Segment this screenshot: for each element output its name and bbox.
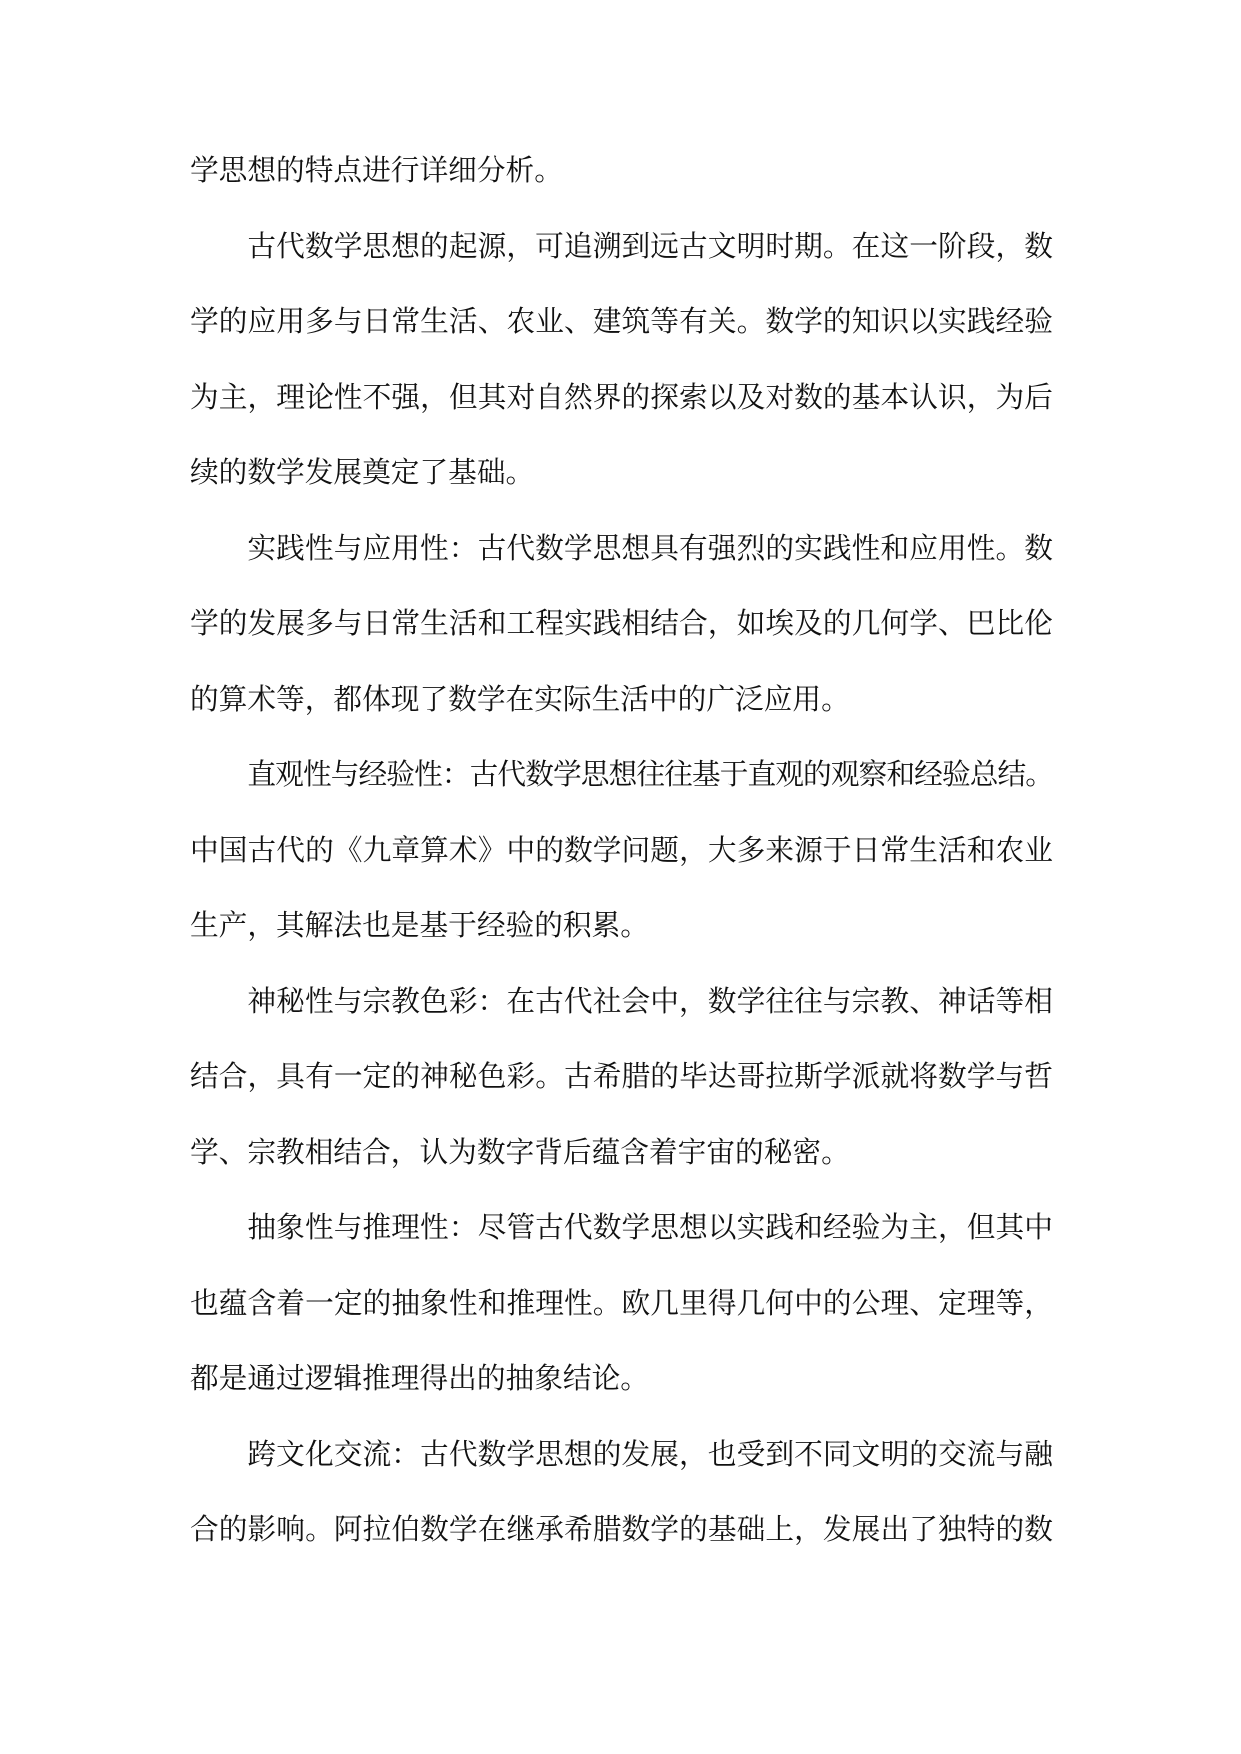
text-line: 学的应用多与日常生活、农业、建筑等有关。数学的知识以实践经验 bbox=[190, 304, 1053, 338]
text-line: 都是通过逻辑推理得出的抽象结论。 bbox=[190, 1361, 649, 1395]
paragraph-origin bbox=[190, 209, 1053, 511]
text-line: 学思想的特点进行详细分析。 bbox=[190, 153, 563, 187]
paragraph-practicality bbox=[190, 511, 1053, 738]
text-line: 为主，理论性不强，但其对自然界的探索以及对数的基本认识，为后 bbox=[190, 379, 1053, 414]
text-line: 生产，其解法也是基于经验的积累。 bbox=[190, 908, 649, 942]
body-text bbox=[190, 133, 1053, 1568]
paragraph-intuition bbox=[190, 737, 1053, 964]
paragraph-abstraction bbox=[190, 1190, 1053, 1417]
text-line: 合的影响。阿拉伯数学在继承希腊数学的基础上，发展出了独特的数 bbox=[190, 1512, 1053, 1546]
text-line: 续的数学发展奠定了基础。 bbox=[190, 455, 535, 489]
paragraph-mysticism bbox=[190, 964, 1053, 1191]
text-line: 学、宗教相结合，认为数字背后蕴含着宇宙的秘密。 bbox=[190, 1134, 850, 1169]
text-line: 学的发展多与日常生活和工程实践相结合，如埃及的几何学、巴比伦 bbox=[190, 606, 1053, 640]
text-line: 直观性与经验性：古代数学思想往往基于直观的观察和经验总结。 bbox=[247, 757, 1053, 791]
text-line: 结合，具有一定的神秘色彩。古希腊的毕达哥拉斯学派就将数学与哲 bbox=[190, 1059, 1053, 1093]
text-line: 古代数学思想的起源，可追溯到远古文明时期。在这一阶段，数 bbox=[247, 228, 1053, 263]
text-line: 抽象性与推理性：尽管古代数学思想以实践和经验为主，但其中 bbox=[247, 1210, 1053, 1244]
text-line: 中国古代的《九章算术》中的数学问题，大多来源于日常生活和农业 bbox=[190, 832, 1053, 867]
text-line: 的算术等，都体现了数学在实际生活中的广泛应用。 bbox=[190, 681, 850, 716]
paragraph-continuation bbox=[190, 133, 1053, 209]
text-line: 实践性与应用性：古代数学思想具有强烈的实践性和应用性。数 bbox=[247, 530, 1053, 565]
text-line: 神秘性与宗教色彩：在古代社会中，数学往往与宗教、神话等相 bbox=[247, 983, 1053, 1018]
text-line: 也蕴含着一定的抽象性和推理性。欧几里得几何中的公理、定理等， bbox=[190, 1285, 1053, 1320]
paragraph-cross-culture bbox=[190, 1417, 1053, 1568]
text-line: 跨文化交流：古代数学思想的发展，也受到不同文明的交流与融 bbox=[247, 1436, 1053, 1471]
